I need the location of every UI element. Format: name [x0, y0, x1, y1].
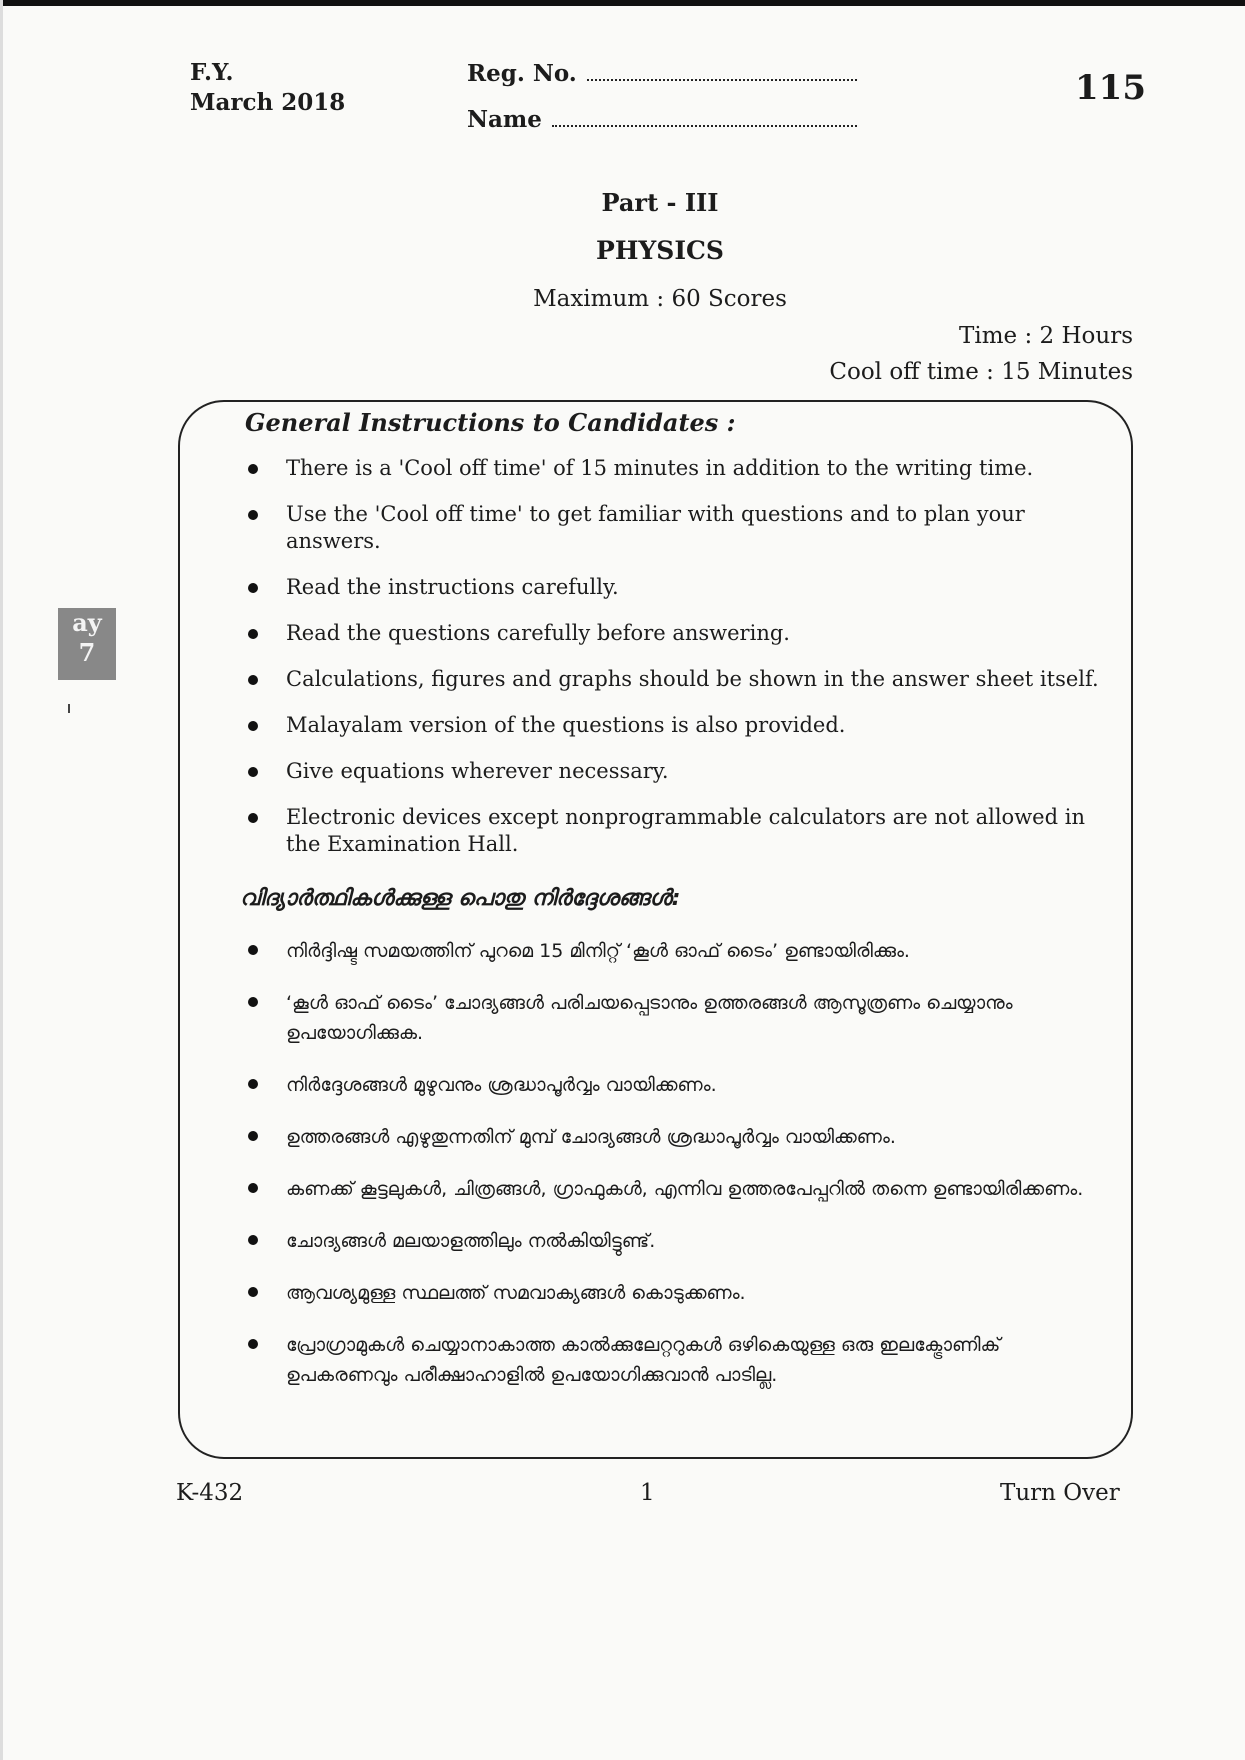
- scan-top-border: [0, 0, 1245, 6]
- malayalam-instruction-item: പ്രോഗ്രാമുകൾ ചെയ്യാനാകാത്ത കാൽക്കുലേറ്ററുകൾ ഒഴികെയുള്ള ഒരു ഇലക്ട്രോണിക് ഉപകരണവും പരീക്ഷാഹാളിൽ ഉപയോഗിക്കുവാൻ പാടില്ല.: [240, 1330, 1110, 1390]
- side-tab-line1: ay: [72, 608, 102, 637]
- side-tab-line2: 7: [78, 638, 96, 667]
- cool-off-time: Cool off time : 15 Minutes: [829, 359, 1133, 385]
- reg-no-field[interactable]: [587, 65, 857, 81]
- instruction-item: Malayalam version of the questions is also provided.: [240, 712, 1100, 739]
- malayalam-instruction-item: ചോദ്യങ്ങൾ മലയാളത്തിലും നൽകിയിട്ടുണ്ട്.: [240, 1226, 1110, 1256]
- candidate-fields: [467, 60, 857, 152]
- malayalam-instructions-list: [240, 936, 1110, 1390]
- exam-time: Time : 2 Hours: [959, 323, 1133, 349]
- instruction-item: Use the 'Cool off time' to get familiar with questions and to plan your answers.: [240, 501, 1100, 555]
- name-row: [467, 106, 857, 152]
- margin-mark: [68, 704, 70, 713]
- footer-turn-over: Turn Over: [1000, 1480, 1120, 1506]
- side-tab-label: [58, 608, 116, 680]
- reg-no-label: Reg. No.: [467, 60, 577, 87]
- instruction-item: Electronic devices except nonprogrammable calculators are not allowed in the Examination Hall.: [240, 804, 1100, 858]
- malayalam-instructions-title: വിദ്യാർത്ഥികൾക്കുള്ള പൊതു നിർദ്ദേശങ്ങൾ:: [240, 886, 681, 911]
- footer-paper-code: K-432: [176, 1480, 244, 1506]
- paper-code: 115: [1075, 68, 1146, 108]
- footer-page-number: 1: [640, 1480, 655, 1506]
- malayalam-instruction-item: കണക്ക് കൂട്ടലുകൾ, ചിത്രങ്ങൾ, ഗ്രാഫുകൾ, എന്നിവ ഉത്തരപേപ്പറിൽ തന്നെ ഉണ്ടായിരിക്കണം.: [240, 1174, 1110, 1204]
- malayalam-instruction-item: ആവശ്യമുള്ള സ്ഥലത്ത് സമവാക്യങ്ങൾ കൊടുക്കണം.: [240, 1278, 1110, 1308]
- name-field[interactable]: [552, 111, 857, 127]
- malayalam-instruction-item: നിർദ്ദിഷ്ട സമയത്തിന് പുറമെ 15 മിനിറ്റ് ‘കൂൾ ഓഫ് ടൈം’ ഉണ്ടായിരിക്കും.: [240, 936, 1110, 966]
- malayalam-instruction-item: ഉത്തരങ്ങൾ എഴുതുന്നതിന് മുമ്പ് ചോദ്യങ്ങൾ ശ്രദ്ധാപൂർവ്വം വായിക്കണം.: [240, 1122, 1110, 1152]
- malayalam-instruction-item: ‘കൂൾ ഓഫ് ടൈം’ ചോദ്യങ്ങൾ പരിചയപ്പെടാനും ഉത്തരങ്ങൾ ആസൂത്രണം ചെയ്യാനും ഉപയോഗിക്കുക.: [240, 988, 1110, 1048]
- instructions-title: General Instructions to Candidates :: [245, 408, 736, 437]
- time-block: [829, 318, 1133, 390]
- malayalam-instruction-item: നിർദ്ദേശങ്ങൾ മുഴുവനും ശ്രദ്ധാപൂർവ്വം വായിക്കണം.: [240, 1070, 1110, 1100]
- instruction-item: Give equations wherever necessary.: [240, 758, 1100, 785]
- exam-session-block: [190, 58, 345, 118]
- exam-session: March 2018: [190, 89, 346, 116]
- instruction-item: Read the instructions carefully.: [240, 574, 1100, 601]
- instructions-list: [240, 455, 1100, 858]
- instruction-item: Calculations, figures and graphs should be shown in the answer sheet itself.: [240, 666, 1100, 693]
- instruction-item: There is a 'Cool off time' of 15 minutes in addition to the writing time.: [240, 455, 1100, 482]
- reg-no-row: [467, 60, 857, 106]
- paper-part: Part - III: [601, 188, 719, 217]
- paper-subject: PHYSICS: [596, 236, 724, 265]
- max-scores: Maximum : 60 Scores: [533, 286, 787, 312]
- exam-code: F.Y.: [190, 59, 234, 86]
- instruction-item: Read the questions carefully before answering.: [240, 620, 1100, 647]
- name-label: Name: [467, 106, 542, 133]
